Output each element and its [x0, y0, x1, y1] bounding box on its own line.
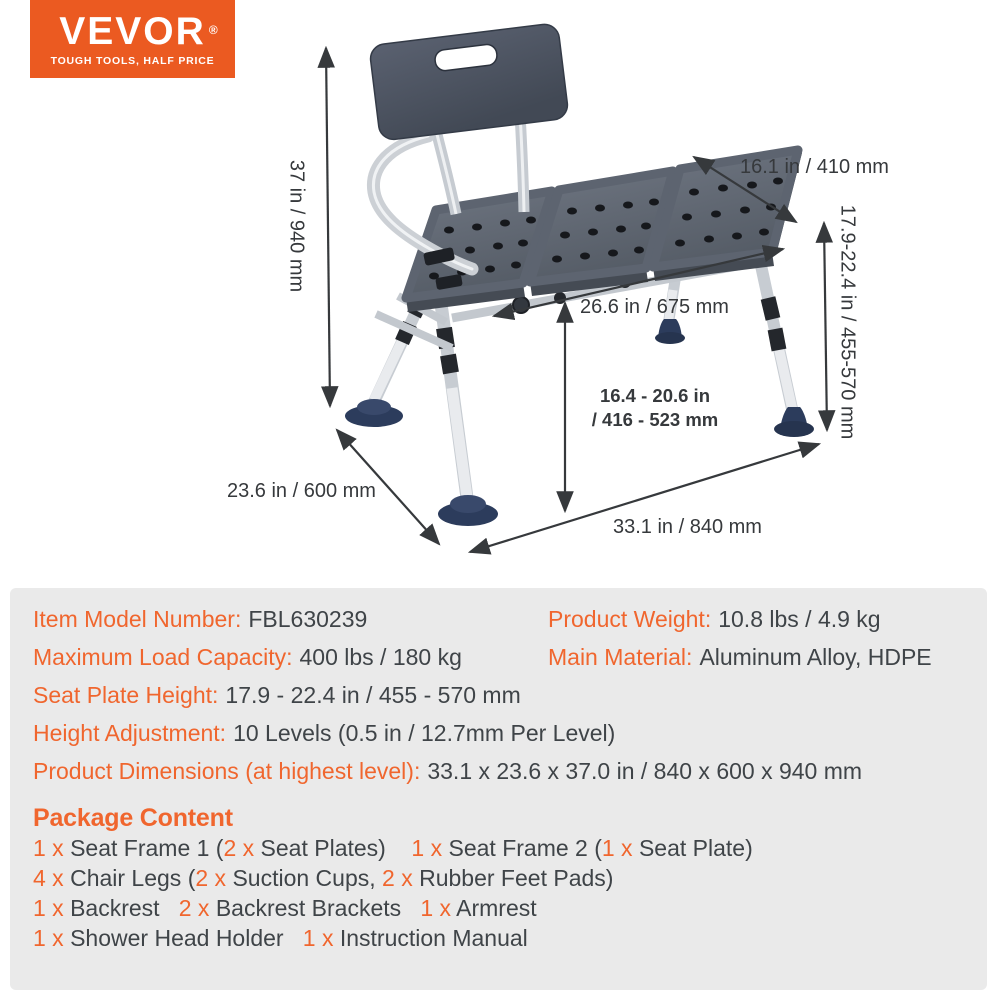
dim-label-seat-length: 26.6 in / 675 mm: [580, 296, 729, 318]
dim-label-seat-width: 16.1 in / 410 mm: [740, 156, 889, 178]
registered-mark: ®: [208, 22, 220, 37]
spec-max-load: Maximum Load Capacity: 400 lbs / 180 kg: [33, 644, 462, 670]
arrow-seat-height: [824, 223, 827, 430]
spec-height-adjustment: Height Adjustment: 10 Levels (0.5 in / 12.7mm Per Level): [33, 720, 616, 746]
brand-name: VEVOR ®: [59, 9, 220, 53]
backrest: [369, 23, 569, 141]
spec-seat-plate-height: Seat Plate Height: 17.9 - 22.4 in / 455 - 570 mm: [33, 682, 521, 708]
package-content-title: Package Content: [33, 804, 233, 832]
dim-label-seat-height: 17.9-22.4 in / 455-570 mm: [836, 204, 859, 440]
arrow-overall-height: [326, 48, 330, 406]
spec-product-dimensions: Product Dimensions (at highest level): 33.1 x 23.6 x 37.0 in / 840 x 600 x 940 mm: [33, 758, 863, 784]
dim-label-overall-height: 37 in / 940 mm: [285, 159, 308, 293]
dim-label-depth: 23.6 in / 600 mm: [227, 480, 376, 502]
spec-panel: [10, 588, 987, 990]
spec-row-2: [33, 642, 969, 672]
brand-tagline: TOUGH TOOLS, HALF PRICE: [50, 54, 215, 67]
spec-row-1: [33, 604, 969, 634]
package-line-2: 4 x Chair Legs (2 x Suction Cups, 2 x Rubber Feet Pads): [33, 865, 614, 891]
spec-product-weight: Product Weight: 10.8 lbs / 4.9 kg: [548, 606, 881, 632]
brand-logo: [30, 0, 235, 78]
spec-item-model: Item Model Number: FBL630239: [33, 606, 368, 632]
front-right-leg: [757, 247, 814, 437]
spec-material: Main Material: Aluminum Alloy, HDPE: [548, 644, 932, 670]
package-line-3: 1 x Backrest 2 x Backrest Brackets 1 x Armrest: [33, 895, 537, 921]
dim-label-overall-length: 33.1 in / 840 mm: [613, 516, 762, 538]
package-line-1: 1 x Seat Frame 1 (2 x Seat Plates) 1 x Seat Frame 2 (1 x Seat Plate): [33, 835, 753, 861]
dim-label-clearance: 16.4 - 20.6 in / 416 - 523 mm: [591, 385, 719, 431]
package-line-4: 1 x Shower Head Holder 1 x Instruction Manual: [33, 925, 528, 951]
